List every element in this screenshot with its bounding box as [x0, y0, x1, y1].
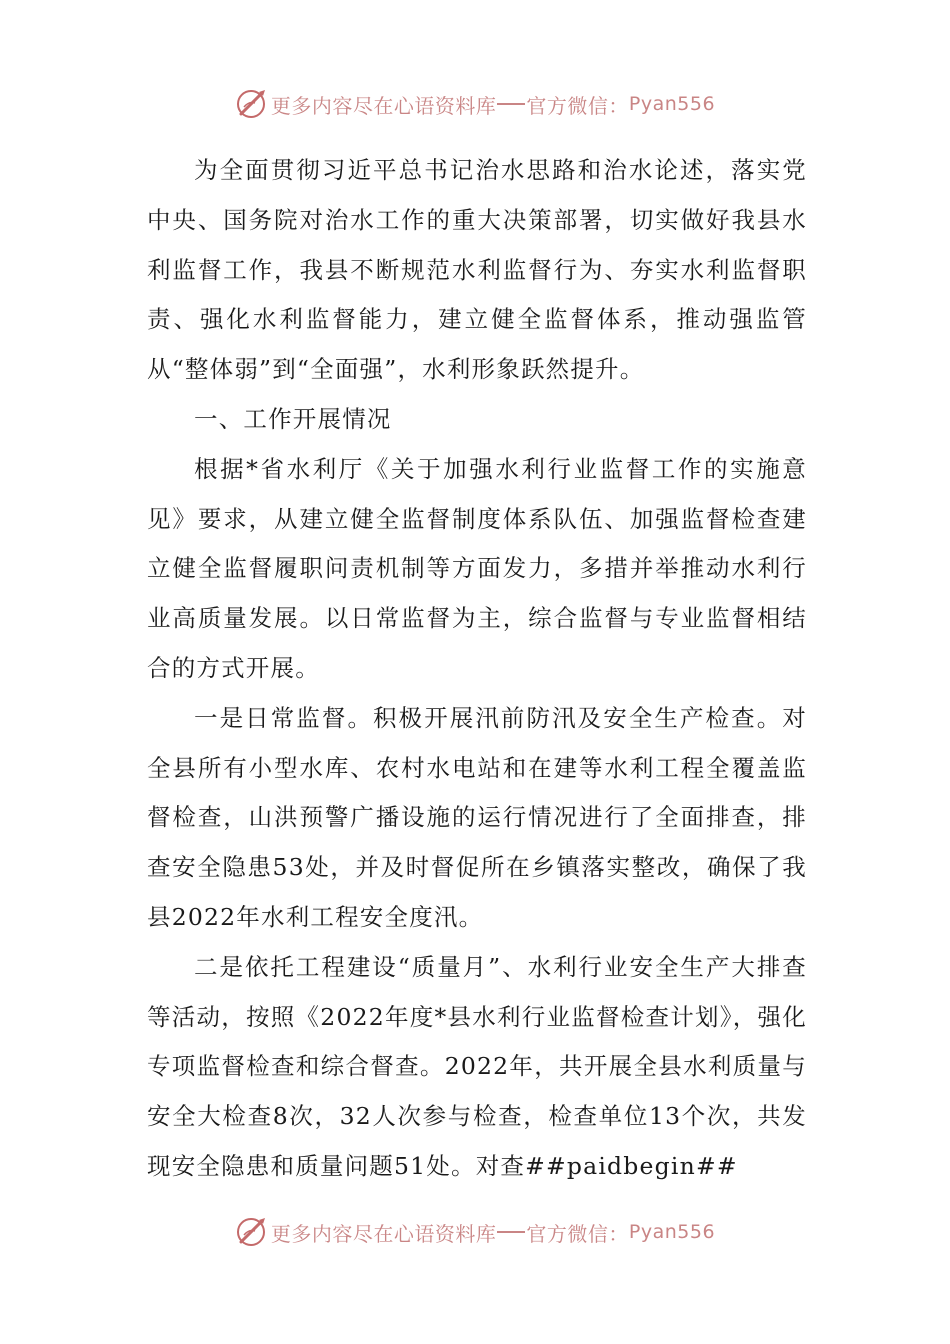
paragraph-basis: 根据*省水利厅《关于加强水利行业监督工作的实施意见》要求，从建立健全监督制度体系队伍、加强监督检查建立健全监督履职问责机制等方面发力，多措并举推动水利行业高质量发展。以日常监督为主，综合监督与专业监督相结合的方式开展。: [147, 454, 807, 682]
watermark-wechat-label: 官方微信：: [526, 93, 629, 118]
watermark-site-text: 更多内容尽在心语资料库: [270, 1221, 497, 1246]
watermark-dash: [497, 103, 525, 105]
watermark-wechat-label: 官方微信：: [526, 1221, 629, 1246]
document-body: [147, 146, 807, 1192]
watermark-dash: [497, 1231, 525, 1233]
pen-logo-icon: [235, 87, 269, 121]
watermark-footer: [0, 1212, 950, 1252]
watermark-wechat-id: Pyan556: [628, 93, 716, 115]
watermark-wechat-id: Pyan556: [628, 1221, 716, 1243]
paragraph-daily-supervision: 一是日常监督。积极开展汛前防汛及安全生产检查。对全县所有小型水库、农村水电站和在建等水利工程全覆盖监督检查，山洪预警广播设施的运行情况进行了全面排查，排查安全隐患53处，并及时督促所在乡镇落实整改，确保了我县2022年水利工程安全度汛。: [147, 703, 807, 931]
watermark-site-text: 更多内容尽在心语资料库: [270, 93, 497, 118]
watermark-header: [0, 84, 950, 124]
pen-logo-icon: [235, 1215, 269, 1249]
paragraph-special-inspection: 二是依托工程建设“质量月”、水利行业安全生产大排查等活动，按照《2022年度*县水利行业监督检查计划》，强化专项监督检查和综合督查。2022年，共开展全县水利质量与安全大检查8次，32人次参与检查，检查单位13个次，共发现安全隐患和质量问题51处。对查##paidbegin##: [147, 952, 807, 1180]
section-heading: 一、工作开展情况: [194, 404, 392, 433]
paragraph-intro: 为全面贯彻习近平总书记治水思路和治水论述，落实党中央、国务院对治水工作的重大决策部署，切实做好我县水利监督工作，我县不断规范水利监督行为、夯实水利监督职责、强化水利监督能力，建立健全监督体系，推动强监管从“整体弱”到“全面强”，水利形象跃然提升。: [147, 156, 807, 384]
